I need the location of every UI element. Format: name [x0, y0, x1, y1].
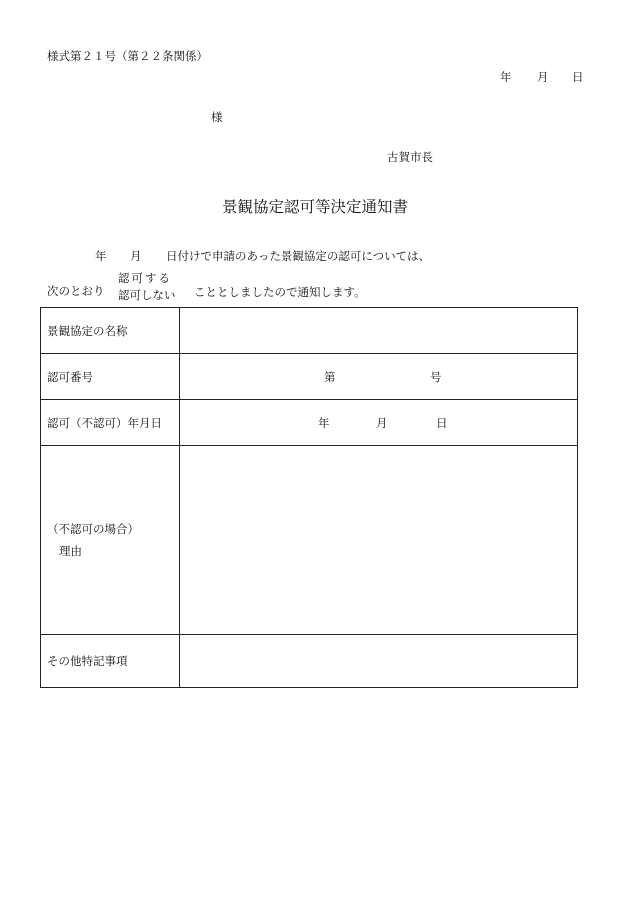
label-other-notes: その他特記事項: [41, 635, 180, 688]
field-agreement-name[interactable]: [180, 308, 578, 354]
option-deny: 認可しない: [118, 288, 176, 302]
date-year: 年: [500, 70, 512, 84]
approval-number-suffix: 号: [430, 369, 442, 384]
body-text-line1: 日付けで申請のあった景観協定の認可については、: [166, 249, 431, 263]
field-approval-date[interactable]: [180, 400, 578, 446]
label-approval-date: 認可（不認可）年月日: [41, 400, 180, 446]
row-agreement-name: [41, 308, 578, 354]
approval-number-prefix: 第: [324, 369, 336, 384]
body-month: 月: [130, 249, 142, 263]
addressee-suffix: 様: [211, 110, 223, 124]
row-approval-date: [41, 400, 578, 446]
label-approval-number: 認可番号: [41, 354, 180, 400]
form-number: 様式第２１号（第２２条関係）: [47, 49, 208, 63]
body-lead: 次のとおり: [47, 284, 105, 298]
document-title: 景観協定認可等決定通知書: [222, 198, 409, 216]
label-reason-line1: （不認可の場合）: [47, 522, 139, 536]
date-month: 月: [537, 70, 549, 84]
body-tail: こととしましたので通知します。: [194, 285, 366, 299]
row-approval-number: [41, 354, 578, 400]
label-agreement-name: 景観協定の名称: [41, 308, 180, 354]
row-reason: [41, 446, 578, 635]
label-reason-line2: 理由: [59, 544, 82, 558]
body-year: 年: [95, 249, 107, 263]
label-reason: [41, 446, 180, 635]
info-table: [40, 307, 578, 688]
field-approval-number[interactable]: [180, 354, 578, 400]
row-other-notes: [41, 635, 578, 688]
field-other-notes[interactable]: [180, 635, 578, 688]
approval-date-day: 日: [436, 415, 448, 430]
issuer: 古賀市長: [387, 150, 433, 164]
date-day: 日: [572, 70, 584, 84]
approval-date-year: 年: [318, 415, 330, 430]
field-reason[interactable]: [180, 446, 578, 635]
option-approve: 認可する: [118, 271, 172, 285]
approval-date-month: 月: [376, 415, 388, 430]
